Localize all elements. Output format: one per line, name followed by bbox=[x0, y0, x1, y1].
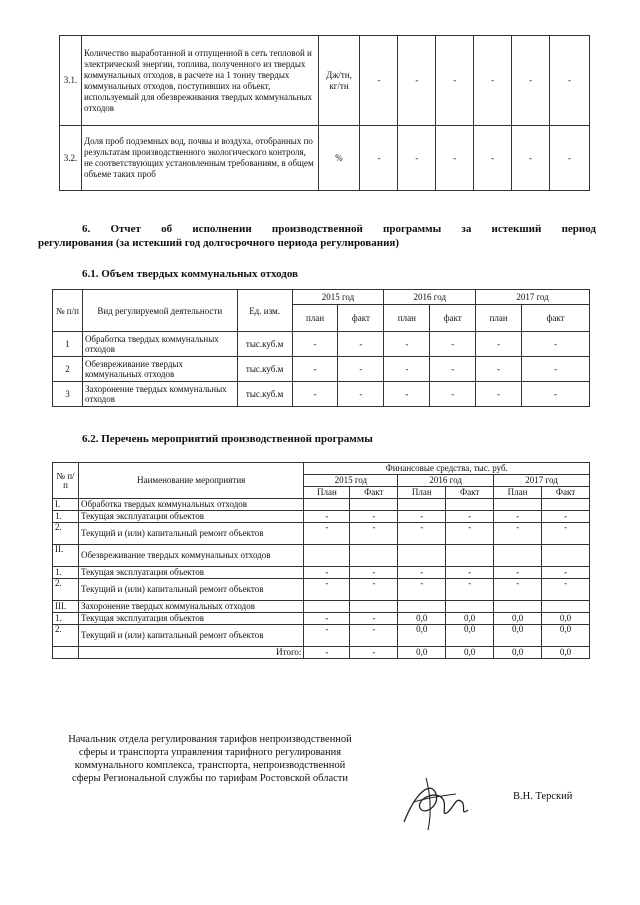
table-header-row bbox=[53, 463, 590, 475]
value-cell: - bbox=[398, 126, 436, 191]
value-cell: - bbox=[542, 523, 590, 545]
value-cell: - bbox=[350, 579, 398, 601]
value-cell: - bbox=[446, 511, 494, 523]
value-cell: - bbox=[398, 36, 436, 126]
value-cell: 0,0 bbox=[494, 613, 542, 625]
value-cell: - bbox=[522, 357, 590, 382]
column-header-activity: Вид регулируемой деятельности bbox=[82, 290, 237, 332]
value-cell: - bbox=[398, 523, 446, 545]
table-row bbox=[53, 511, 590, 523]
section-row bbox=[53, 601, 590, 613]
signatory-position: Начальник отдела регулирования тарифов непроизводственной сферы и транспорта управления тарифного регулирования коммунального комплекса, транспорта, непроизводственной сферы Региональной службы по тарифам Ростовской области bbox=[68, 734, 352, 784]
section-name: Обезвреживание твердых коммунальных отходов bbox=[78, 545, 303, 567]
column-header-name: Наименование мероприятия bbox=[78, 463, 303, 499]
value-cell: - bbox=[398, 511, 446, 523]
section-heading-6: 6. Отчет об исполнении производственной программы за истекший период bbox=[82, 223, 596, 235]
table-row bbox=[53, 523, 590, 545]
value-cell: - bbox=[550, 36, 590, 126]
table-header-row bbox=[53, 290, 590, 305]
value-cell: - bbox=[350, 647, 398, 659]
row-number: 2. bbox=[53, 625, 79, 647]
value-cell: - bbox=[474, 126, 512, 191]
activity-name: Текущий и (или) капитальный ремонт объектов bbox=[78, 579, 303, 601]
value-cell: - bbox=[350, 613, 398, 625]
value-cell: - bbox=[304, 567, 350, 579]
value-cell: 0,0 bbox=[398, 613, 446, 625]
waste-volume-table bbox=[52, 289, 590, 407]
value-cell: - bbox=[512, 126, 550, 191]
value-cell: - bbox=[476, 357, 522, 382]
finance-header: Финансовые средства, тыс. руб. bbox=[304, 463, 590, 475]
value-cell: 0,0 bbox=[446, 613, 494, 625]
value-cell: - bbox=[338, 382, 384, 407]
value-cell: - bbox=[398, 579, 446, 601]
handwritten-signature-icon bbox=[396, 772, 486, 832]
table-row bbox=[60, 36, 590, 126]
row-number: 1. bbox=[53, 567, 79, 579]
unit-cell: тыс.куб.м bbox=[237, 332, 292, 357]
fact-header: Факт bbox=[542, 487, 590, 499]
section-heading-6-continued: регулирования (за истекший год долгосрочного периода регулирования) bbox=[38, 237, 400, 249]
value-cell: 0,0 bbox=[542, 647, 590, 659]
fact-header: Факт bbox=[350, 487, 398, 499]
value-cell: - bbox=[350, 523, 398, 545]
value-cell: - bbox=[542, 567, 590, 579]
value-cell: - bbox=[360, 36, 398, 126]
unit-cell: Дж/тн, кг/тн bbox=[318, 36, 360, 126]
activity-name: Обезвреживание твердых коммунальных отходов bbox=[82, 357, 237, 382]
fact-header: факт bbox=[338, 305, 384, 332]
year-header: 2016 год bbox=[384, 290, 476, 305]
year-header: 2017 год bbox=[494, 475, 590, 487]
value-cell: - bbox=[398, 567, 446, 579]
value-cell: - bbox=[476, 382, 522, 407]
fact-header: Факт bbox=[446, 487, 494, 499]
value-cell: - bbox=[542, 511, 590, 523]
value-cell: - bbox=[476, 332, 522, 357]
activity-name: Текущая эксплуатация объектов bbox=[78, 567, 303, 579]
value-cell: - bbox=[494, 511, 542, 523]
year-header: 2015 год bbox=[292, 290, 384, 305]
plan-header: план bbox=[292, 305, 338, 332]
value-cell: 0,0 bbox=[494, 647, 542, 659]
column-header-unit: Ед. изм. bbox=[237, 290, 292, 332]
table-row bbox=[53, 382, 590, 407]
signatory-name: В.Н. Терский bbox=[513, 791, 573, 802]
row-number: 1. bbox=[53, 613, 79, 625]
section-heading-6-1: 6.1. Объем твердых коммунальных отходов bbox=[82, 268, 298, 280]
section-heading-6-2: 6.2. Перечень мероприятий производственной программы bbox=[82, 433, 373, 445]
indicator-text: Количество выработанной и отпущенной в сеть тепловой и электрической энергии, топлива, полученного из твердых коммунальных отходов, в расчете на 1 тонну твердых коммунальных отходов, поступивших на объект, используемый для обезвреживания твердых коммунальных отходов bbox=[81, 36, 318, 126]
indicator-text: Доля проб подземных вод, почвы и воздуха, отобранных по результатам производственного экологического контроля, не соответствующих установленным требованиям, в общем объеме таких проб bbox=[81, 126, 318, 191]
value-cell: - bbox=[350, 625, 398, 647]
value-cell: - bbox=[350, 511, 398, 523]
activity-name: Обработка твердых коммунальных отходов bbox=[82, 332, 237, 357]
value-cell: 0,0 bbox=[446, 647, 494, 659]
row-number: 2. bbox=[53, 523, 79, 545]
plan-header: план bbox=[384, 305, 430, 332]
value-cell: - bbox=[304, 613, 350, 625]
fact-header: факт bbox=[430, 305, 476, 332]
table-row bbox=[53, 332, 590, 357]
section-name: Захоронение твердых коммунальных отходов bbox=[78, 601, 303, 613]
value-cell: - bbox=[292, 332, 338, 357]
value-cell: - bbox=[430, 332, 476, 357]
row-number: 3 bbox=[53, 382, 83, 407]
value-cell: - bbox=[430, 357, 476, 382]
value-cell: 0,0 bbox=[494, 625, 542, 647]
value-cell: 0,0 bbox=[398, 625, 446, 647]
value-cell: 0,0 bbox=[398, 647, 446, 659]
unit-cell: тыс.куб.м bbox=[237, 357, 292, 382]
value-cell: - bbox=[474, 36, 512, 126]
value-cell: - bbox=[304, 647, 350, 659]
unit-cell: тыс.куб.м bbox=[237, 382, 292, 407]
row-number: 3.2. bbox=[60, 126, 82, 191]
column-header-number: № п/п bbox=[53, 463, 79, 499]
value-cell: - bbox=[292, 382, 338, 407]
value-cell: - bbox=[338, 357, 384, 382]
unit-cell: % bbox=[318, 126, 360, 191]
section-number: III. bbox=[53, 601, 79, 613]
plan-header: План bbox=[494, 487, 542, 499]
row-number: 1. bbox=[53, 511, 79, 523]
year-header: 2017 год bbox=[476, 290, 590, 305]
section-number: II. bbox=[53, 545, 79, 567]
table-row bbox=[60, 126, 590, 191]
table-row bbox=[53, 613, 590, 625]
value-cell: - bbox=[550, 126, 590, 191]
column-header-number: № п/п bbox=[53, 290, 83, 332]
value-cell: - bbox=[494, 567, 542, 579]
total-label: Итого: bbox=[78, 647, 303, 659]
plan-header: План bbox=[398, 487, 446, 499]
value-cell: - bbox=[522, 382, 590, 407]
total-row bbox=[53, 647, 590, 659]
value-cell: - bbox=[446, 523, 494, 545]
value-cell: - bbox=[446, 579, 494, 601]
activity-name: Текущий и (или) капитальный ремонт объектов bbox=[78, 625, 303, 647]
table-row bbox=[53, 579, 590, 601]
value-cell: - bbox=[304, 511, 350, 523]
row-number: 2. bbox=[53, 579, 79, 601]
section-row bbox=[53, 499, 590, 511]
value-cell: - bbox=[430, 382, 476, 407]
value-cell: - bbox=[338, 332, 384, 357]
table-row bbox=[53, 567, 590, 579]
value-cell: - bbox=[350, 567, 398, 579]
fact-header: факт bbox=[522, 305, 590, 332]
value-cell: - bbox=[384, 332, 430, 357]
value-cell: - bbox=[436, 126, 474, 191]
table-row bbox=[53, 357, 590, 382]
value-cell: - bbox=[512, 36, 550, 126]
value-cell: - bbox=[542, 579, 590, 601]
value-cell: 0,0 bbox=[542, 613, 590, 625]
section-name: Обработка твердых коммунальных отходов bbox=[78, 499, 303, 511]
value-cell: - bbox=[304, 625, 350, 647]
value-cell: - bbox=[494, 579, 542, 601]
value-cell: - bbox=[304, 523, 350, 545]
activity-name: Текущая эксплуатация объектов bbox=[78, 613, 303, 625]
activity-name: Текущая эксплуатация объектов bbox=[78, 511, 303, 523]
value-cell: - bbox=[446, 567, 494, 579]
value-cell: 0,0 bbox=[542, 625, 590, 647]
value-cell: - bbox=[522, 332, 590, 357]
row-number: 2 bbox=[53, 357, 83, 382]
activities-table bbox=[52, 462, 590, 659]
value-cell: - bbox=[494, 523, 542, 545]
year-header: 2015 год bbox=[304, 475, 398, 487]
activity-name: Захоронение твердых коммунальных отходов bbox=[82, 382, 237, 407]
table-row bbox=[53, 625, 590, 647]
section-number: I. bbox=[53, 499, 79, 511]
value-cell: - bbox=[304, 579, 350, 601]
value-cell: - bbox=[384, 382, 430, 407]
plan-header: План bbox=[304, 487, 350, 499]
value-cell: - bbox=[360, 126, 398, 191]
value-cell: 0,0 bbox=[446, 625, 494, 647]
indicators-table bbox=[59, 35, 590, 191]
activity-name: Текущий и (или) капитальный ремонт объектов bbox=[78, 523, 303, 545]
row-number: 1 bbox=[53, 332, 83, 357]
row-number: 3.1. bbox=[60, 36, 82, 126]
value-cell: - bbox=[436, 36, 474, 126]
value-cell: - bbox=[384, 357, 430, 382]
plan-header: план bbox=[476, 305, 522, 332]
year-header: 2016 год bbox=[398, 475, 494, 487]
value-cell: - bbox=[292, 357, 338, 382]
section-row bbox=[53, 545, 590, 567]
